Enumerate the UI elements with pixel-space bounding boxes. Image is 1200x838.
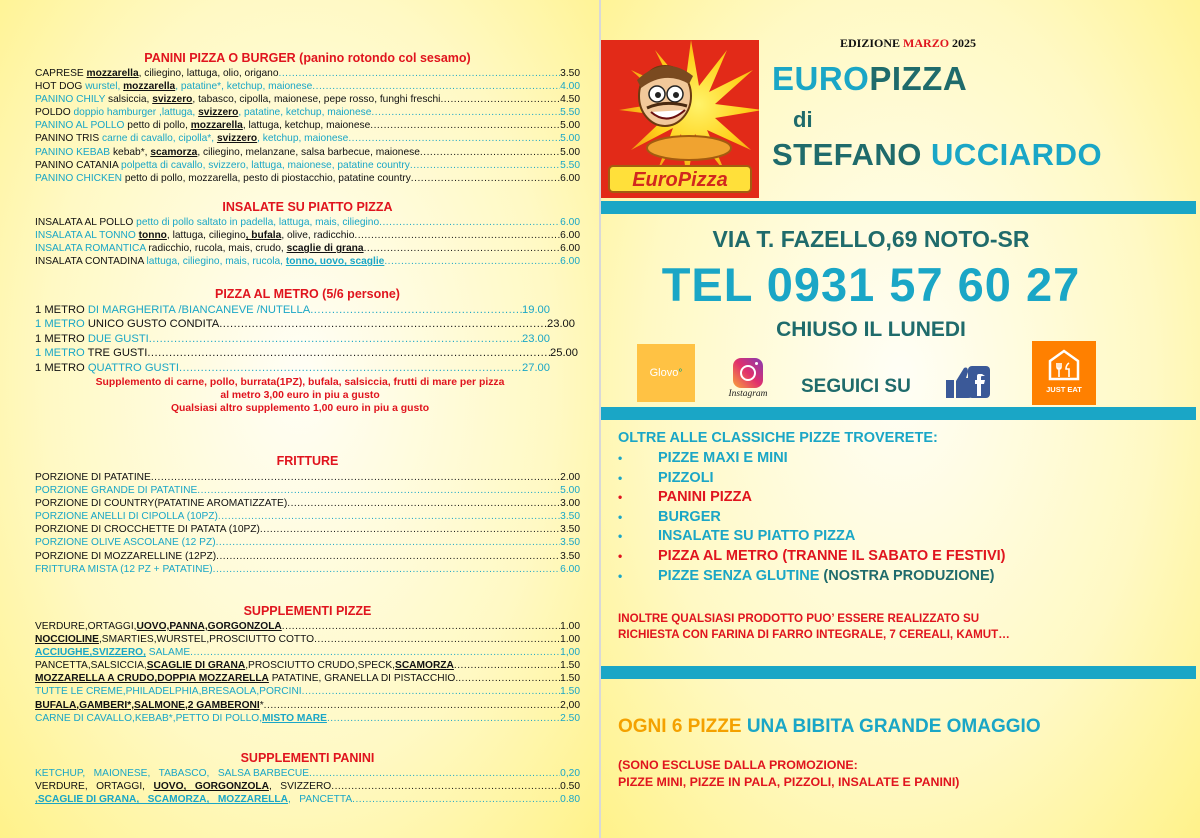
list-item: • BURGER xyxy=(618,508,1005,528)
instagram-icon: Instagram xyxy=(713,358,783,404)
europizza-logo xyxy=(601,40,759,198)
menu-row: PANINO AL POLLO petto di pollo, mozzarella, lattuga, ketchup, maionese ..... 5.00 xyxy=(35,119,580,132)
menu-row: PANINO CHILY salsiccia, svizzero, tabasco, cipolla, maionese, pepe rosso, funghi freschi ..... 4.50 xyxy=(35,93,580,106)
menu-row: NOCCIOLINE,SMARTIES,WURSTEL,PROSCIUTTO COTTO ..... 1.00 xyxy=(35,633,580,646)
list-item: • PIZZE MAXI E MINI xyxy=(618,449,1005,469)
menu-row: ,SCAGLIE DI GRANA, SCAMORZA, MOZZARELLA, PANCETTA ..... 0.80 xyxy=(35,793,580,806)
panini-title: PANINI PIZZA O BURGER (panino rotondo col sesamo) xyxy=(144,51,471,65)
menu-row: ACCIUGHE,SVIZZERO, SALAME ..... 1,00 xyxy=(35,646,580,659)
menu-row: PORZIONE OLIVE ASCOLANE (12 PZ) ..... 3.50 xyxy=(35,536,580,549)
menu-row: PORZIONE DI COUNTRY(PATATINE AROMATIZZATE) ..... 3.00 xyxy=(35,497,580,510)
menu-row: PORZIONE DI CROCCHETTE DI PATATA (10PZ) ..... 3.50 xyxy=(35,523,580,536)
menu-row: CARNE DI CAVALLO,KEBAB*,PETTO DI POLLO,MISTO MARE ..... 2.50 xyxy=(35,712,580,725)
menu-row: INSALATA AL TONNO tonno, lattuga, ciliegino, bufala, olive, radicchio ..... 6.00 xyxy=(35,229,580,242)
fritture-section xyxy=(35,453,580,576)
menu-row: POLDO doppio hamburger ,lattuga, svizzero, patatine, ketchup, maionese ..... 5.50 xyxy=(35,106,580,119)
promo-exclusions: (SONO ESCLUSE DALLA PROMOZIONE: PIZZE MINI, PIZZE IN PALA, PIZZOLI, INSALATE E PANINI) xyxy=(618,758,960,789)
menu-row: INSALATA CONTADINA lattuga, ciliegino, mais, rucola, tonno, uovo, scaglie ..... 6.00 xyxy=(35,255,580,268)
edition-label: EDIZIONE MARZO 2025 xyxy=(840,36,977,50)
menu-row: TUTTE LE CREME,PHILADELPHIA,BRESAOLA,PORCINI ..... 1.50 xyxy=(35,685,580,698)
panini-section xyxy=(35,50,580,185)
insalate-section xyxy=(35,199,580,268)
menu-row: 1 METRO UNICO GUSTO CONDITA ..... 23.00 xyxy=(35,317,575,331)
features-list xyxy=(618,449,1005,586)
supp-pizze-section xyxy=(35,603,580,725)
metro-note: Qualsiasi altro supplemento 1,00 euro in piu a gusto xyxy=(170,403,430,415)
divider-bar xyxy=(601,666,1196,679)
menu-row: BUFALA,GAMBERI*,SALMONE,2 GAMBERONI* ..... 2,00 xyxy=(35,699,580,712)
facebook-like-icon xyxy=(944,364,992,400)
menu-row: PORZIONE GRANDE DI PATATINE ..... 5.00 xyxy=(35,484,580,497)
glovo-icon: Glovo ° xyxy=(637,344,695,402)
brand-di: di xyxy=(793,107,813,132)
logo-graphic xyxy=(601,40,759,198)
follow-us-label: SEGUICI SU xyxy=(801,376,911,397)
list-item: • PIZZOLI xyxy=(618,469,1005,489)
metro-note: al metro 3,00 euro in piu a gusto xyxy=(220,390,380,402)
fritture-title: FRITTURE xyxy=(276,454,339,468)
features-heading: OLTRE ALLE CLASSICHE PIZZE TROVERETE: xyxy=(618,430,938,446)
menu-row: PORZIONE ANELLI DI CIPOLLA (10PZ) ..... 3.50 xyxy=(35,510,580,523)
telephone: TEL 0931 57 60 27 xyxy=(661,258,1081,311)
closing-day: CHIUSO IL LUNEDI xyxy=(776,318,966,341)
menu-row: VERDURE,ORTAGGI,UOVO,PANNA,GORGONZOLA ..... 1.00 xyxy=(35,620,580,633)
metro-note: Supplemento di carne, pollo, burrata(1PZ), bufala, salsiccia, frutti di mare per pizza xyxy=(95,377,505,389)
menu-row: PANCETTA,SALSICCIA,SCAGLIE DI GRANA,PROSCIUTTO CRUDO,SPECK,SCAMORZA ..... 1.50 xyxy=(35,659,580,672)
list-item: • PIZZA AL METRO (TRANNE IL SABATO E FESTIVI) xyxy=(618,547,1005,567)
menu-row: INSALATA AL POLLO petto di pollo saltato in padella, lattuga, mais, ciliegino ..... 6.00 xyxy=(35,216,580,229)
menu-row: MOZZARELLA A CRUDO,DOPPIA MOZZARELLA PATATINE, GRANELLA DI PISTACCHIO. ..... 1.50 xyxy=(35,672,580,685)
menu-row: 1 METRO DUE GUSTI ..... 23.00 xyxy=(35,332,550,346)
menu-row: CAPRESE mozzarella, ciliegino, lattuga, olio, origano ..... 3.50 xyxy=(35,67,580,80)
menu-row: 1 METRO DI MARGHERITA /BIANCANEVE /NUTELLA ..... 19.00 xyxy=(35,303,550,317)
menu-row: FRITTURA MISTA (12 PZ + PATATINE) ..... 6.00 xyxy=(35,563,580,576)
menu-row: PANINO TRIS carne di cavallo, cipolla*, svizzero, ketchup, maionese ..... 5.00 xyxy=(35,132,580,145)
flour-note: INOLTRE QUALSIASI PRODOTTO PUO’ ESSERE REALIZZATO SU RICHIESTA CON FARINA DI FARRO INTEGRALE, 7 CEREALI, KAMUT… xyxy=(618,612,1010,641)
divider-bar xyxy=(601,201,1196,214)
metro-section xyxy=(35,286,580,415)
menu-row: INSALATA ROMANTICA radicchio, rucola, mais, crudo, scaglie di grana ..... 6.00 xyxy=(35,242,580,255)
metro-title: PIZZA AL METRO (5/6 persone) xyxy=(215,287,400,301)
justeat-icon: JUST EAT xyxy=(1032,341,1096,405)
divider-bar xyxy=(601,407,1196,420)
menu-row: 1 METRO QUATTRO GUSTI ..... 27.00 xyxy=(35,361,550,375)
supp-panini-title: SUPPLEMENTI PANINI xyxy=(240,751,375,765)
promo-headline: OGNI 6 PIZZE UNA BIBITA GRANDE OMAGGIO xyxy=(618,716,1041,737)
menu-row: PANINO KEBAB kebab*, scamorza, ciliegino, melanzane, salsa barbecue, maionese ..... 5.00 xyxy=(35,146,580,159)
menu-row: KETCHUP, MAIONESE, TABASCO, SALSA BARBECUE ..... 0,20 xyxy=(35,767,580,780)
menu-row: 1 METRO TRE GUSTI ..... 25.00 xyxy=(35,346,578,360)
list-item: • INSALATE SU PIATTO PIZZA xyxy=(618,527,1005,547)
address: VIA T. FAZELLO,69 NOTO-SR xyxy=(712,226,1030,252)
list-item: • PIZZE SENZA GLUTINE (NOSTRA PRODUZIONE) xyxy=(618,567,1005,587)
menu-row: PORZIONE DI MOZZARELLINE (12PZ) ..... 3.50 xyxy=(35,550,580,563)
insalate-title: INSALATE SU PIATTO PIZZA xyxy=(222,200,393,214)
menu-row: PANINO CATANIA polpetta di cavallo, svizzero, lattuga, maionese, patatine country ..... 5.50 xyxy=(35,159,580,172)
list-item: • PANINI PIZZA xyxy=(618,488,1005,508)
menu-row: HOT DOG wurstel, mozzarella, patatine*, ketchup, maionese ..... 4.00 xyxy=(35,80,580,93)
owner-name: STEFANO UCCIARDO xyxy=(772,137,1103,172)
menu-row: VERDURE, ORTAGGI, UOVO, GORGONZOLA, SVIZZERO ..... 0.50 xyxy=(35,780,580,793)
supp-panini-section xyxy=(35,750,580,806)
brand-name: EUROPIZZA xyxy=(772,60,968,97)
menu-row: PORZIONE DI PATATINE ..... 2.00 xyxy=(35,471,580,484)
logo-wordmark: EuroPizza xyxy=(632,169,728,191)
supp-pizze-title: SUPPLEMENTI PIZZE xyxy=(243,604,372,618)
menu-row: PANINO CHICKEN petto di pollo, mozzarella, pesto di piostacchio, patatine country ..... 6.00 xyxy=(35,172,580,185)
